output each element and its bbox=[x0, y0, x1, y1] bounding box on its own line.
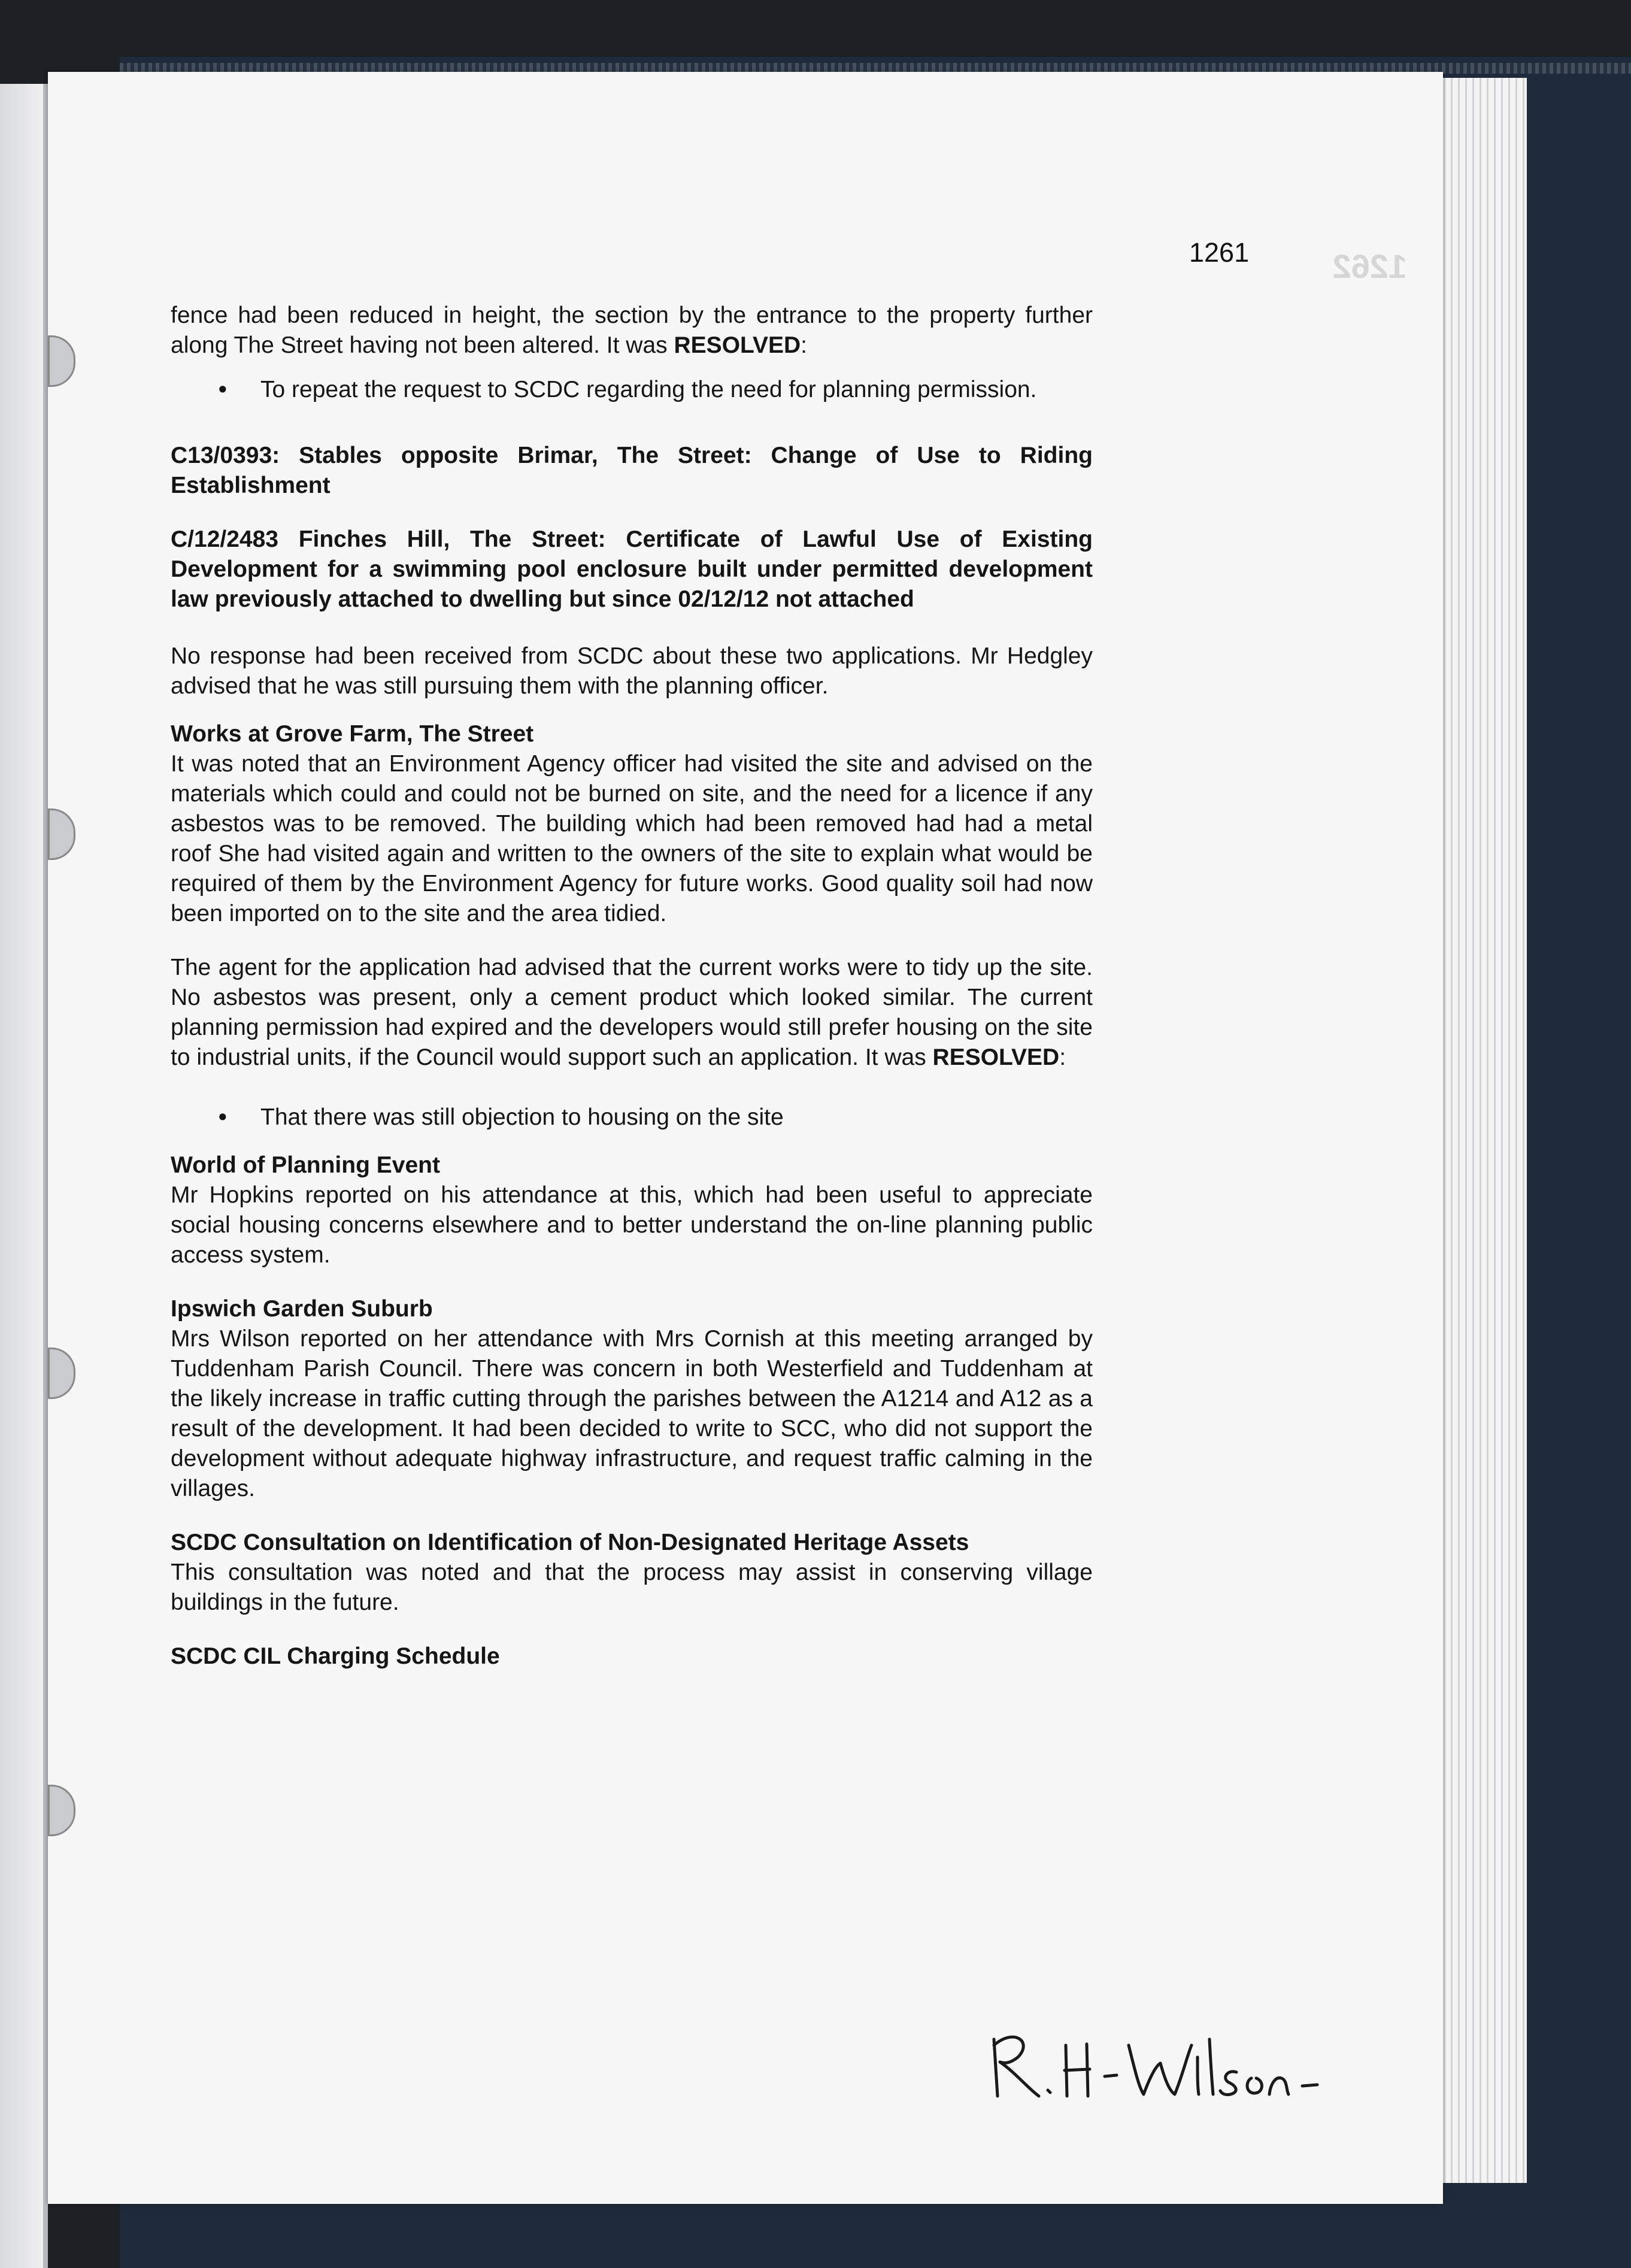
paragraph-world-of-planning: Mr Hopkins reported on his attendance at this, which had been useful to appreciate social housing concerns elsewhere and to better understand the on-line planning public access system. bbox=[171, 1182, 1093, 1268]
bullet-icon: • bbox=[219, 1104, 227, 1130]
section-heritage-assets bbox=[171, 1528, 1093, 1618]
agent-text: The agent for the application had advised that the current works were to tidy up the site. No asbestos was present, only a cement product which looked similar. The current planning permission had expired and the developers would still prefer housing on the site to industrial units, if the Council would support such an application. It was bbox=[171, 955, 1093, 1070]
section-world-of-planning bbox=[171, 1150, 1093, 1270]
agent-resolved: RESOLVED bbox=[932, 1044, 1060, 1070]
heading-ipswich-garden-suburb: Ipswich Garden Suburb bbox=[171, 1296, 433, 1322]
section-grove-farm bbox=[171, 719, 1093, 929]
paragraph-ipswich-garden-suburb: Mrs Wilson reported on her attendance with Mrs Cornish at this meeting arranged by Tuddenham Parish Council. There was concern in both Westerfield and Tuddenham at the likely increase in traffic cutting through the parishes between the A1214 and A12 as a result of the development. It had been decided to write to SCC, who did not support the development without adequate highway infrastructure, and request traffic calming in the villages. bbox=[171, 1326, 1093, 1501]
intro-paragraph bbox=[171, 301, 1093, 361]
bullet-text: To repeat the request to SCDC regarding the need for planning permission. bbox=[260, 377, 1037, 402]
left-page-edge bbox=[43, 84, 48, 2268]
bleed-through-text bbox=[898, 247, 1407, 297]
intro-text: fence had been reduced in height, the section by the entrance to the property further along The Street having not been altered. It was bbox=[171, 302, 1093, 358]
bullet-text: That there was still objection to housing on the site bbox=[260, 1104, 784, 1130]
bleed-through-page-number: 1262 bbox=[1332, 247, 1407, 285]
heading-c12-2483: C/12/2483 Finches Hill, The Street: Certificate of Lawful Use of Existing Development for a swimming pool enclosure built under permitted development law previously attached to dwelling but since 02/12/12 not attached bbox=[171, 526, 1093, 612]
heading-cil-charging-schedule: SCDC CIL Charging Schedule bbox=[171, 1643, 500, 1669]
bullet-item-housing-objection bbox=[171, 1103, 1093, 1133]
paragraph-works: It was noted that an Environment Agency officer had visited the site and advised on the materials which could and could not be burned on site, and the need for a licence if any asbestos was to be removed. The building which had been removed had had a metal roof She had visited again and written to the owners of the site to explain what would be required of them by the Environment Agency for future works. Good quality soil had now been imported on to the site and the area tidied. bbox=[171, 751, 1093, 926]
section-ipswich-garden-suburb bbox=[171, 1294, 1093, 1504]
heading-heritage-assets: SCDC Consultation on Identification of Non-Designated Heritage Assets bbox=[171, 1530, 969, 1555]
heading-c13-0393: C13/0393: Stables opposite Brimar, The Street: Change of Use to Riding Establishment bbox=[171, 443, 1093, 498]
left-facing-page bbox=[0, 84, 48, 2268]
bullet-item-planning-permission bbox=[171, 375, 1093, 405]
page-number: 1261 bbox=[1189, 237, 1250, 268]
bullet-icon: • bbox=[219, 377, 227, 402]
paragraph-heritage-assets: This consultation was noted and that the process may assist in conserving village buildings in the future. bbox=[171, 1560, 1093, 1615]
minutes-body bbox=[171, 301, 1093, 1672]
paragraph-no-response: No response had been received from SCDC about these two applications. Mr Hedgley advised that he was still pursuing them with the planning officer. bbox=[171, 643, 1093, 699]
handwritten-signature bbox=[982, 2021, 1341, 2111]
paragraph-agent bbox=[171, 953, 1093, 1073]
heading-world-of-planning: World of Planning Event bbox=[171, 1152, 440, 1178]
heading-works-grove-farm: Works at Grove Farm, The Street bbox=[171, 721, 534, 747]
intro-colon: : bbox=[801, 332, 807, 358]
agent-colon: : bbox=[1059, 1044, 1066, 1070]
intro-resolved: RESOLVED bbox=[674, 332, 801, 358]
page-stack-edge bbox=[1431, 78, 1527, 2183]
